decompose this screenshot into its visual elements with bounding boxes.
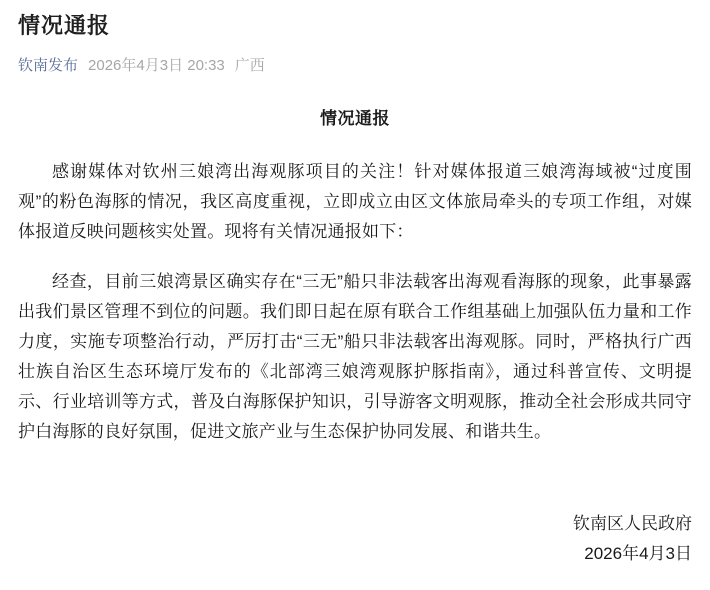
publish-datetime: 2026年4月3日 20:33 (88, 57, 225, 74)
article-paragraph: 感谢媒体对钦州三娘湾出海观豚项目的关注！针对媒体报道三娘湾海域被“过度围观”的粉色海豚的情况，我区高度重视，立即成立由区文体旅局牵头的专项工作组，对媒体报道反映问题核实处置。现将有关情况通报如下： (18, 162, 692, 241)
signature-org: 钦南区人民政府 (573, 514, 692, 533)
byline (18, 57, 692, 74)
article-paragraph: 经查，目前三娘湾景区确实存在“三无”船只非法载客出海观看海豚的现象，此事暴露出我们景区管理不到位的问题。我们即日起在原有联合工作组基础上加强队伍力量和工作力度，实施专项整治行动，严厉打击“三无”船只非法载客出海观豚。同时，严格执行广西壮族自治区生态环境厅发布的《北部湾三娘湾观豚护豚指南》，通过科普宣传、文明提示、行业培训等方式，普及白海豚保护知识，引导游客文明观豚，推动全社会形成共同守护白海豚的良好氛围，促进文旅产业与生态保护协同发展、和谐共生。 (18, 272, 692, 441)
signature-block (18, 509, 692, 569)
article-body (18, 104, 692, 569)
page-title: 情况通报 (18, 13, 111, 38)
article-heading: 情况通报 (320, 109, 390, 128)
publish-location: 广西 (234, 57, 265, 74)
author-link[interactable]: 钦南发布 (18, 57, 79, 74)
signature-date: 2026年4月3日 (584, 544, 692, 563)
